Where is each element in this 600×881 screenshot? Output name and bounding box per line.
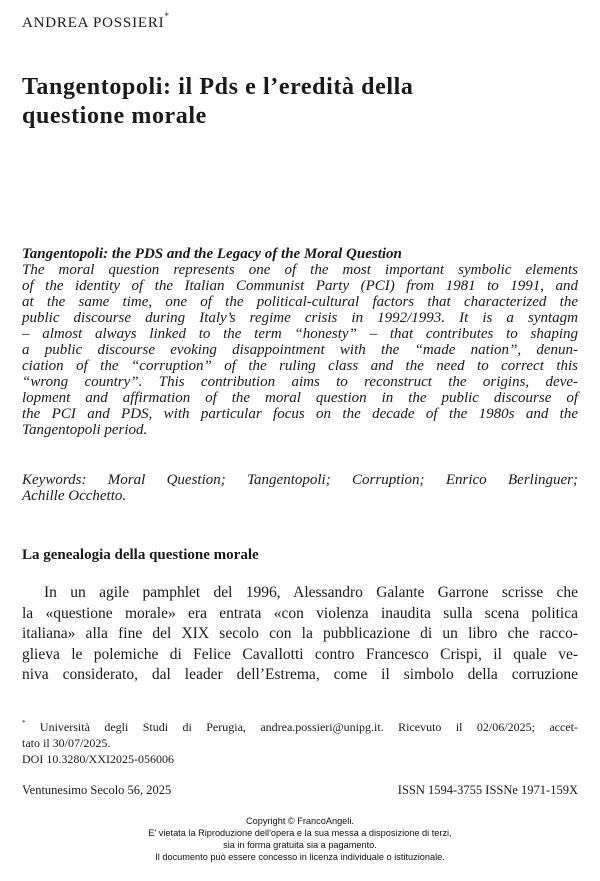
abstract-line: “wrong country”. This contribution aims to reconstruct the origins, deve- [22, 374, 578, 390]
body-line: In un agile pamphlet del 1996, Alessandro Galante Garrone scrisse che [44, 584, 578, 601]
body-text [22, 583, 578, 686]
abstract-line: lopment and affirmation of the moral question in the public discourse of [22, 390, 578, 406]
copyright-line: Copyright © FrancoAngeli. [246, 816, 354, 826]
abstract-line: ciation of the “corruption” of the ruling class and the need to correct this [22, 358, 578, 374]
keywords [22, 472, 578, 504]
copyright-line: sia in forma gratuita sia a pagamento. [223, 840, 377, 850]
abstract-line: public discourse during Italy’s regime crisis in 1992/1993. It is a syntagm [22, 310, 578, 326]
abstract-line: the PCI and PDS, with particular focus on the decade of the 1980s and the [22, 406, 578, 422]
title-line: questione morale [22, 103, 207, 129]
abstract-line: The moral question represents one of the most important symbolic elements [22, 262, 578, 278]
abstract-line: Tangentopoli period. [22, 422, 148, 438]
author-footnote-marker: * [164, 11, 170, 21]
title-line: Tangentopoli: il Pds e l’eredità della [22, 74, 414, 100]
body-line: glieva le polemiche di Felice Cavallotti contro Francesco Crispi, il quale ve- [22, 645, 578, 663]
copyright-line: E' vietata la Riproduzione dell'opera e la sua messa a disposizione di terzi, [148, 828, 452, 838]
body-line: niva considerato, dal leader dell’Estrema, come il simbolo della corruzione [22, 666, 578, 683]
footnote-line [22, 716, 578, 735]
keywords-line: Achille Occhetto. [22, 488, 127, 504]
keywords-line: Keywords: Moral Question; Tangentopoli; Corruption; Enrico Berlinguer; [22, 472, 578, 488]
abstract-line: – almost always linked to the term “honesty” – that contributes to shaping [22, 326, 578, 342]
abstract-heading: Tangentopoli: the PDS and the Legacy of the Moral Question [22, 246, 402, 262]
footnote-line: tato il 30/07/2025. [22, 736, 111, 750]
author-name-text: ANDREA POSSIERI [22, 15, 165, 31]
article-title [22, 73, 582, 131]
copyright-line: Il documento può essere concesso in licenza individuale o istituzionale. [155, 852, 445, 862]
footnote-doi: DOI 10.3280/XXI2025-056006 [22, 752, 174, 766]
journal-issn: ISSN 1594-3755 ISSNe 1971-159X [397, 783, 578, 797]
footnote-marker: * [22, 719, 26, 727]
footnote [22, 716, 578, 767]
copyright-notice [0, 815, 600, 863]
journal-name: Ventunesimo Secolo 56, 2025 [22, 783, 172, 797]
abstract-line: of the identity of the Italian Communist Party (PCI) from 1981 to 1991, and [22, 278, 578, 294]
abstract-line: at the same time, one of the political-cultural factors that characterized the [22, 294, 578, 310]
footnote-line-text: Università degli Studi di Perugia, andrea.possieri@unipg.it. Ricevuto il 02/06/2025; accet- [39, 720, 578, 734]
abstract-line: a public discourse evoking disappointment with the “made nation”, denun- [22, 342, 578, 358]
abstract [22, 246, 578, 438]
author-name [22, 13, 170, 32]
body-line: italiana» alla fine del XIX secolo con la pubblicazione di un libro che racco- [22, 625, 578, 642]
body-line: la «questione morale» era entrata «con violenza inaudita sulla scena politica [22, 604, 578, 622]
section-heading: La genealogia della questione morale [22, 547, 259, 563]
